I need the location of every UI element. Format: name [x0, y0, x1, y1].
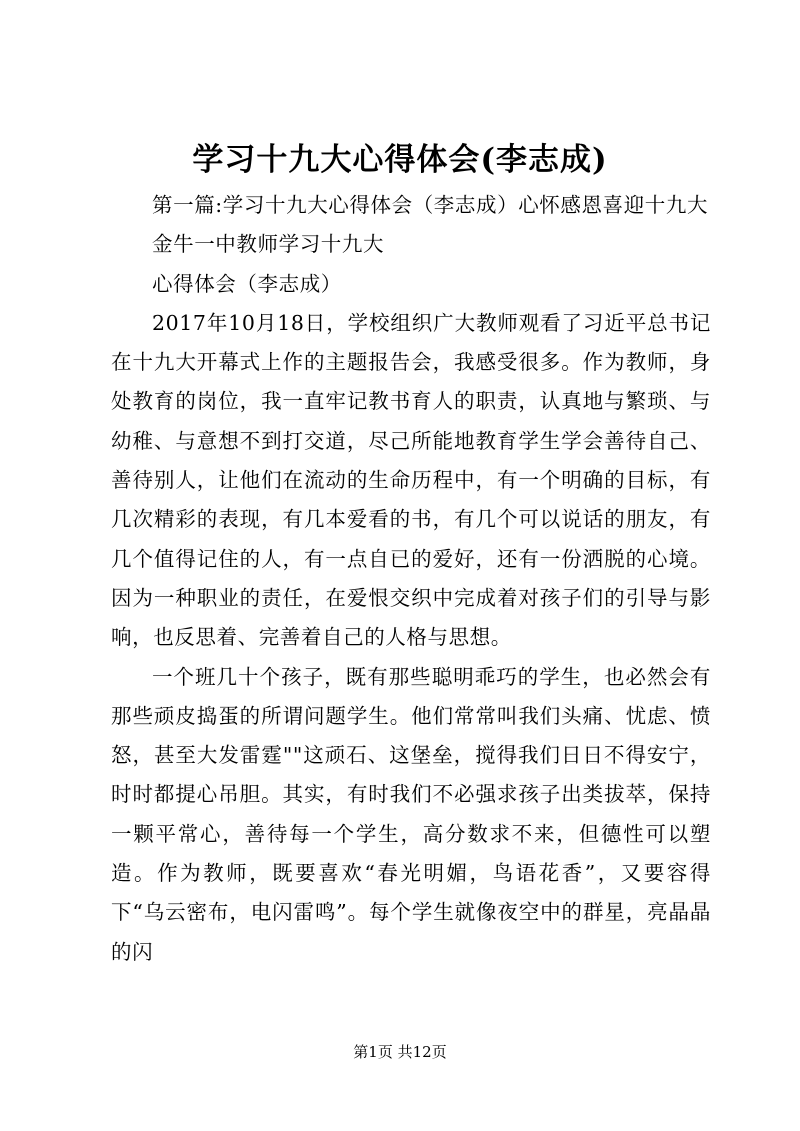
paragraph-1: 第一篇:学习十九大心得体会（李志成）心怀感恩喜迎十九大 [152, 193, 709, 217]
paragraph-5: 一个班几十个孩子，既有那些聪明乖巧的学生，也必然会有那些顽皮捣蛋的所谓问题学生。他们常常叫我们头痛、忧虑、愤怒，甚至大发雷霆""这顽石、这堡垒，搅得我们日日不得安宁，时时都提心吊胆。其实，有时我们不必强求孩子出类拔萃，保持一颗平常心，善待每一个学生，高分数求不来，但德性可以塑造。作为教师，既要喜欢“春光明媚，鸟语花香”，又要容得下“乌云密布，电闪雷鸣”。每个学生就像夜空中的群星，亮晶晶的闪 [111, 664, 711, 964]
document-title: 学习十九大心得体会(李志成) [192, 142, 608, 178]
page-number-footer: 第1页 共12页 [353, 1043, 447, 1061]
paragraph-3: 心得体会（李志成） [152, 271, 342, 296]
paragraph-2: 金牛一中教师学习十九大 [152, 232, 385, 257]
document-body [111, 186, 711, 972]
paragraph-4: 2017年10月18日，学校组织广大教师观看了习近平总书记在十九大开幕式上作的主题报告会，我感受很多。作为教师，身处教育的岗位，我一直牢记教书育人的职责，认真地与繁琐、与幼稚、与意想不到打交道，尽己所能地教育学生学会善待自己、善待别人，让他们在流动的生命历程中，有一个明确的目标，有几次精彩的表现，有几本爱看的书，有几个可以说话的朋友，有几个值得记住的人，有一点自已的爱好，还有一份洒脱的心境。因为一种职业的责任，在爱恨交织中完成着对孩子们的引导与影响，也反思着、完善着自己的人格与思想。 [111, 310, 711, 650]
